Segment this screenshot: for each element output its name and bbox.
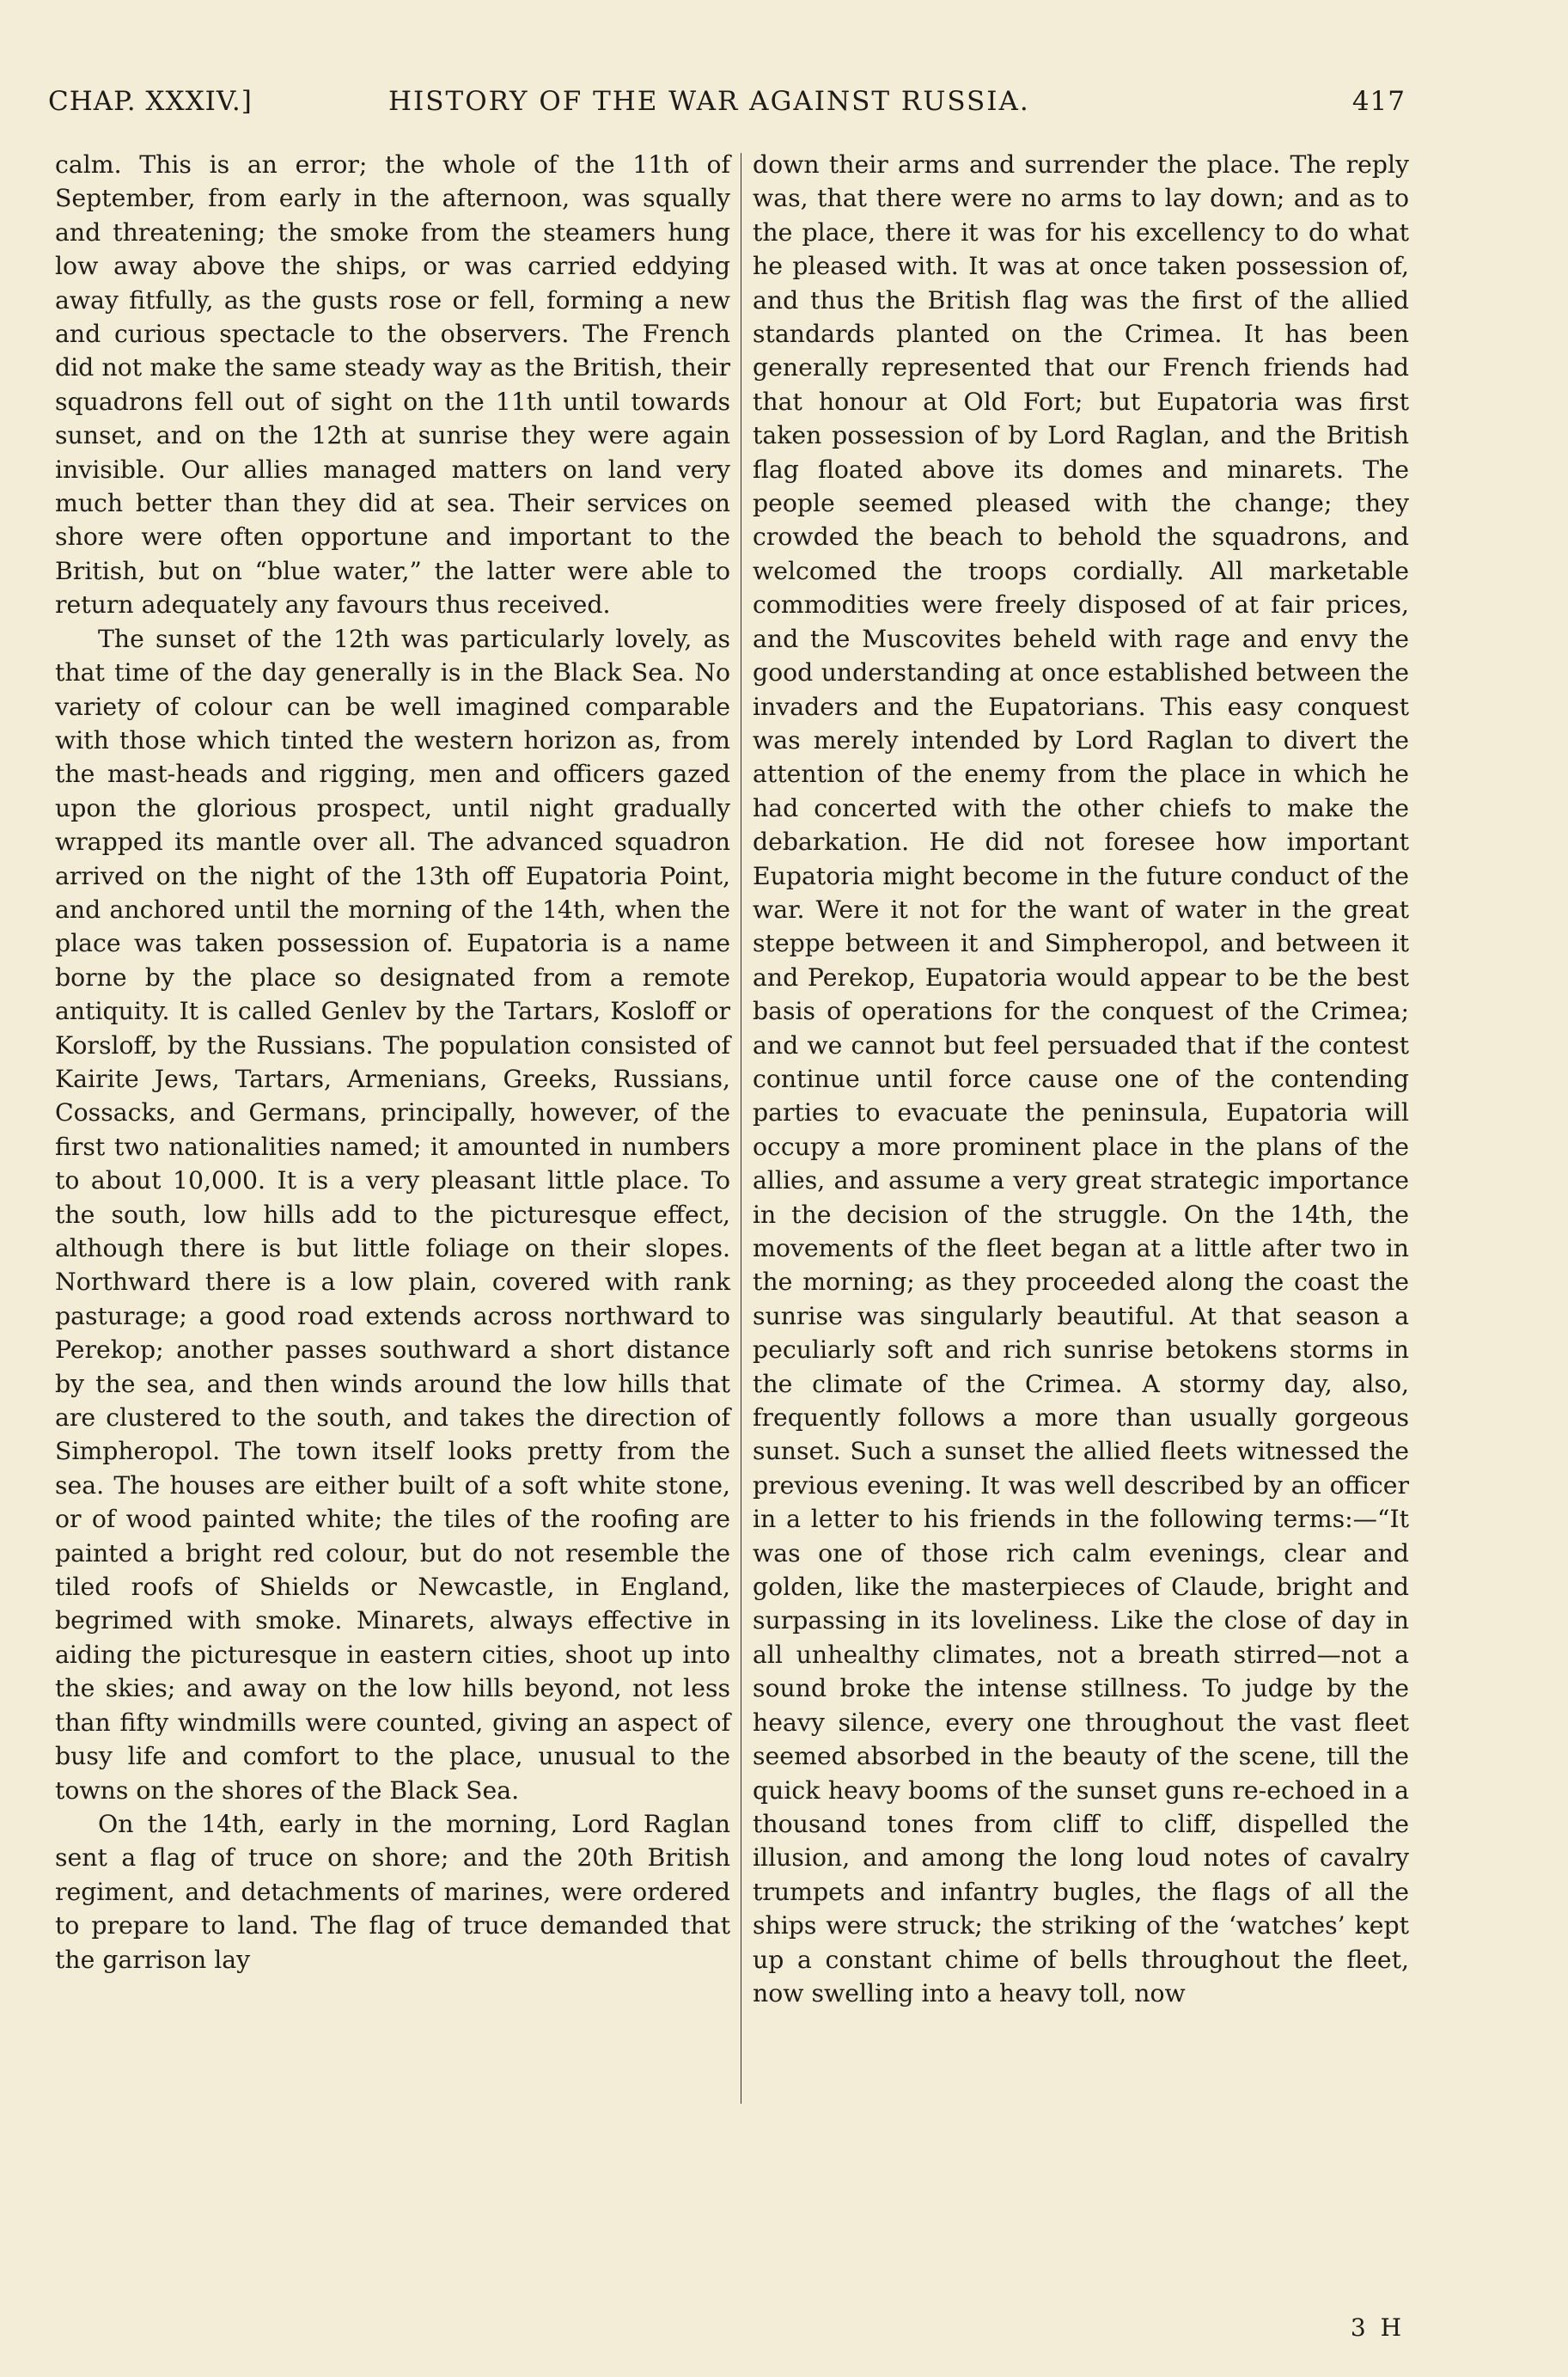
paragraph: On the 14th, early in the morning, Lord Raglan sent a flag of truce on shore; and the 20th British regiment, and detachments of marines, were ordered to prepare to land. The flag of truce demanded that the garrison lay — [55, 1809, 730, 1974]
running-title: HISTORY OF THE WAR AGAINST RUSSIA. — [388, 86, 1030, 117]
right-column — [753, 148, 1409, 2010]
paragraph: calm. This is an error; the whole of the 11th of September, from early in the afternoon, was squally and threatening; the smoke from the steamers hung low away above the ships, or was carried eddying away fitfully, as the gusts rose or fell, forming a new and curious spectacle to the observers. The French did not make the same steady way as the British, their squadrons fell out of sight on the 11th until towards sunset, and on the 12th at sunrise they were again invisible. Our allies managed matters on land very much better than they did at sea. Their services on shore were often opportune and important to the British, but on “blue water,” the latter were able to return adequately any favours thus received. — [55, 150, 730, 620]
chapter-label: CHAP. XXXIV.] — [48, 86, 253, 117]
running-header — [48, 86, 1406, 129]
signature-mark: 3 H — [1350, 2313, 1405, 2342]
paragraph: down their arms and surrender the place. The reply was, that there were no arms to lay down; and as to the place, there it was for his excellency to do what he pleased with. It was at once taken possession of, and thus the British flag was the first of the allied standards planted on the Crimea. It has been generally represented that our French friends had that honour at Old Fort; but Eupatoria was first taken possession of by Lord Raglan, and the British flag floated above its domes and minarets. The people seemed pleased with the change; they crowded the beach to behold the squadrons, and welcomed the troops cordially. All marketable commodities were freely disposed of at fair prices, and the Muscovites beheld with rage and envy the good understanding at once established between the invaders and the Eupatorians. This easy conquest was merely intended by Lord Raglan to divert the attention of the enemy from the place in which he had concerted with the other chiefs to make the debarkation. He did not foresee how important Eupatoria might become in the future conduct of the war. Were it not for the want of water in the great steppe between it and Simpheropol, and between it and Perekop, Eupatoria would appear to be the best basis of operations for the conquest of the Crimea; and we cannot but feel persuaded that if the contest continue until force cause one of the contending parties to evacuate the peninsula, Eupatoria will occupy a more prominent place in the plans of the allies, and assume a very great strategic importance in the decision of the struggle. On the 14th, the movements of the fleet began at a little after two in the morning; as they proceeded along the coast the sunrise was singularly beautiful. At that season a peculiarly soft and rich sunrise betokens storms in the climate of the Crimea. A stormy day, also, frequently follows a more than usually gorgeous sunset. Such a sunset the allied fleets witnessed the previous evening. It was well described by an officer in a letter to his friends in the following terms:—“It was one of those rich calm evenings, clear and golden, like the masterpieces of Claude, bright and surpassing in its loveliness. Like the close of day in all unhealthy climates, not a breath stirred—not a sound broke the intense stillness. To judge by the heavy silence, every one throughout the vast fleet seemed absorbed in the beauty of the scene, till the quick heavy booms of the sunset guns re-echoed in a thousand tones from cliff to cliff, dispelled the illusion, and among the long loud notes of cavalry trumpets and infantry bugles, the flags of all the ships were struck; the striking of the ‘watches’ kept up a constant chime of bells throughout the fleet, now swelling into a heavy toll, now — [753, 150, 1409, 2007]
left-column — [55, 148, 730, 1977]
page-number: 417 — [1351, 86, 1406, 117]
paragraph: The sunset of the 12th was particularly lovely, as that time of the day generally is in the Black Sea. No variety of colour can be well imagined comparable with those which tinted the western horizon as, from the mast-heads and rigging, men and officers gazed upon the glorious prospect, until night gradually wrapped its mantle over all. The advanced squadron arrived on the night of the 13th off Eupatoria Point, and anchored until the morning of the 14th, when the place was taken possession of. Eupatoria is a name borne by the place so designated from a remote antiquity. It is called Genlev by the Tartars, Kosloff or Korsloff, by the Russians. The population consisted of Kairite Jews, Tartars, Armenians, Greeks, Russians, Cossacks, and Germans, principally, however, of the first two nationalities named; it amounted in numbers to about 10,000. It is a very pleasant little place. To the south, low hills add to the picturesque effect, although there is but little foliage on their slopes. Northward there is a low plain, covered with rank pasturage; a good road extends across northward to Perekop; another passes southward a short distance by the sea, and then winds around the low hills that are clustered to the south, and takes the direction of Simpheropol. The town itself looks pretty from the sea. The houses are either built of a soft white stone, or of wood painted white; the tiles of the roofing are painted a bright red colour, but do not resemble the tiled roofs of Shields or Newcastle, in England, begrimed with smoke. Minarets, always effective in aiding the picturesque in eastern cities, shoot up into the skies; and away on the low hills beyond, not less than fifty windmills were counted, giving an aspect of busy life and comfort to the place, unusual to the towns on the shores of the Black Sea. — [55, 624, 730, 1805]
